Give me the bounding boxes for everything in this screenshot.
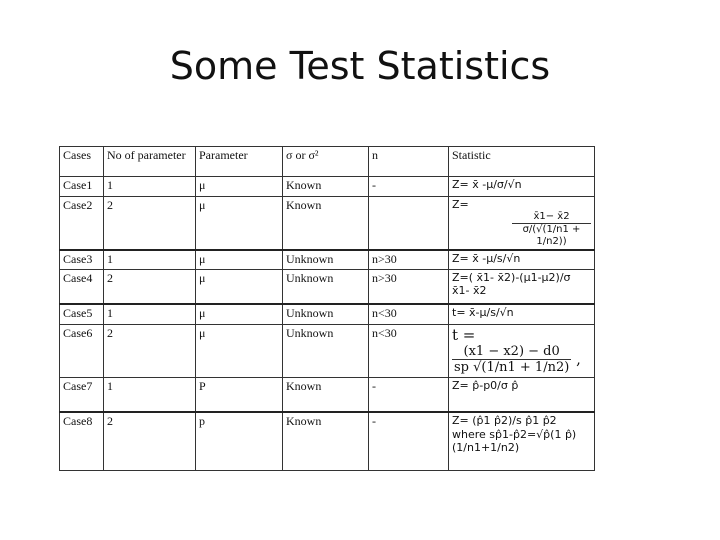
statistic-cell: Z= (p̂1 p̂2)/s p̂1 p̂2 where sp̂1-p̂2=√p̂(1 p̂)(1/n1+1/n2) [449,412,595,470]
header-sigma: σ or σ² [283,147,369,177]
table-row [60,324,595,377]
no-cell: 1 [104,377,196,412]
test-statistics-table [59,146,594,457]
sigma-cell: Known [283,377,369,412]
case-cell: Case4 [60,269,104,304]
case-cell: Case6 [60,324,104,377]
table-row [60,269,595,304]
case-cell: Case2 [60,197,104,251]
statistic-prefix: Z= [452,198,469,211]
statistic-cell: Z= x̄ -μ/σ/√n [449,177,595,197]
sigma-cell: Known [283,197,369,251]
table-row [60,250,595,269]
no-cell: 1 [104,177,196,197]
table-row [60,197,595,251]
param-cell: μ [196,269,283,304]
table-header-row [60,147,595,177]
fraction-numerator: x̄1− x̄2 [512,211,591,224]
statistic-cell [449,197,595,251]
param-cell: μ [196,197,283,251]
t-statistic-lhs: t = [452,325,476,344]
statistic-cell [449,324,595,377]
n-cell [369,197,449,251]
sigma-cell: Unknown [283,304,369,324]
sigma-cell: Known [283,177,369,197]
n-cell: - [369,412,449,470]
param-cell: μ [196,304,283,324]
header-statistic: Statistic [449,147,595,177]
n-cell: - [369,177,449,197]
statistic-cell: Z=( x̄1- x̄2)-(μ1-μ2)/σ x̄1- x̄2 [449,269,595,304]
header-n: n [369,147,449,177]
n-cell: n<30 [369,324,449,377]
table-row [60,412,595,470]
sigma-cell: Known [283,412,369,470]
fraction-numerator: (x1 − x2) − d0 [452,344,571,361]
sigma-cell: Unknown [283,324,369,377]
no-cell: 2 [104,197,196,251]
n-cell: - [369,377,449,412]
sigma-cell: Unknown [283,269,369,304]
n-cell: n<30 [369,304,449,324]
t-statistic-fraction [452,344,571,376]
t-statistic-tail: , [576,349,581,368]
no-cell: 2 [104,324,196,377]
sigma-cell: Unknown [283,250,369,269]
case-cell: Case8 [60,412,104,470]
n-cell: n>30 [369,250,449,269]
param-cell: P [196,377,283,412]
no-cell: 2 [104,269,196,304]
param-cell: μ [196,250,283,269]
table-row [60,304,595,324]
header-cases: Cases [60,147,104,177]
header-no-of-parameter: No of parameter [104,147,196,177]
case-cell: Case5 [60,304,104,324]
table-row [60,377,595,412]
param-cell: μ [196,324,283,377]
statistic-cell: Z= x̄ -μ/s/√n [449,250,595,269]
fraction-denominator: σ/(√(1/n1 + 1/n2)) [522,224,581,248]
fraction-denominator: sp √(1/n1 + 1/n2) [454,360,570,376]
param-cell: p [196,412,283,470]
case-cell: Case7 [60,377,104,412]
param-cell: μ [196,177,283,197]
header-parameter: Parameter [196,147,283,177]
table-row [60,177,595,197]
n-cell: n>30 [369,269,449,304]
slide-title: Some Test Statistics [169,44,551,88]
statistic-fraction [512,211,591,248]
case-cell: Case3 [60,250,104,269]
statistic-cell: t= x̄-μ/s/√n [449,304,595,324]
statistic-cell: Z= p̂-p0/σ p̂ [449,377,595,412]
no-cell: 2 [104,412,196,470]
case-cell: Case1 [60,177,104,197]
no-cell: 1 [104,304,196,324]
no-cell: 1 [104,250,196,269]
